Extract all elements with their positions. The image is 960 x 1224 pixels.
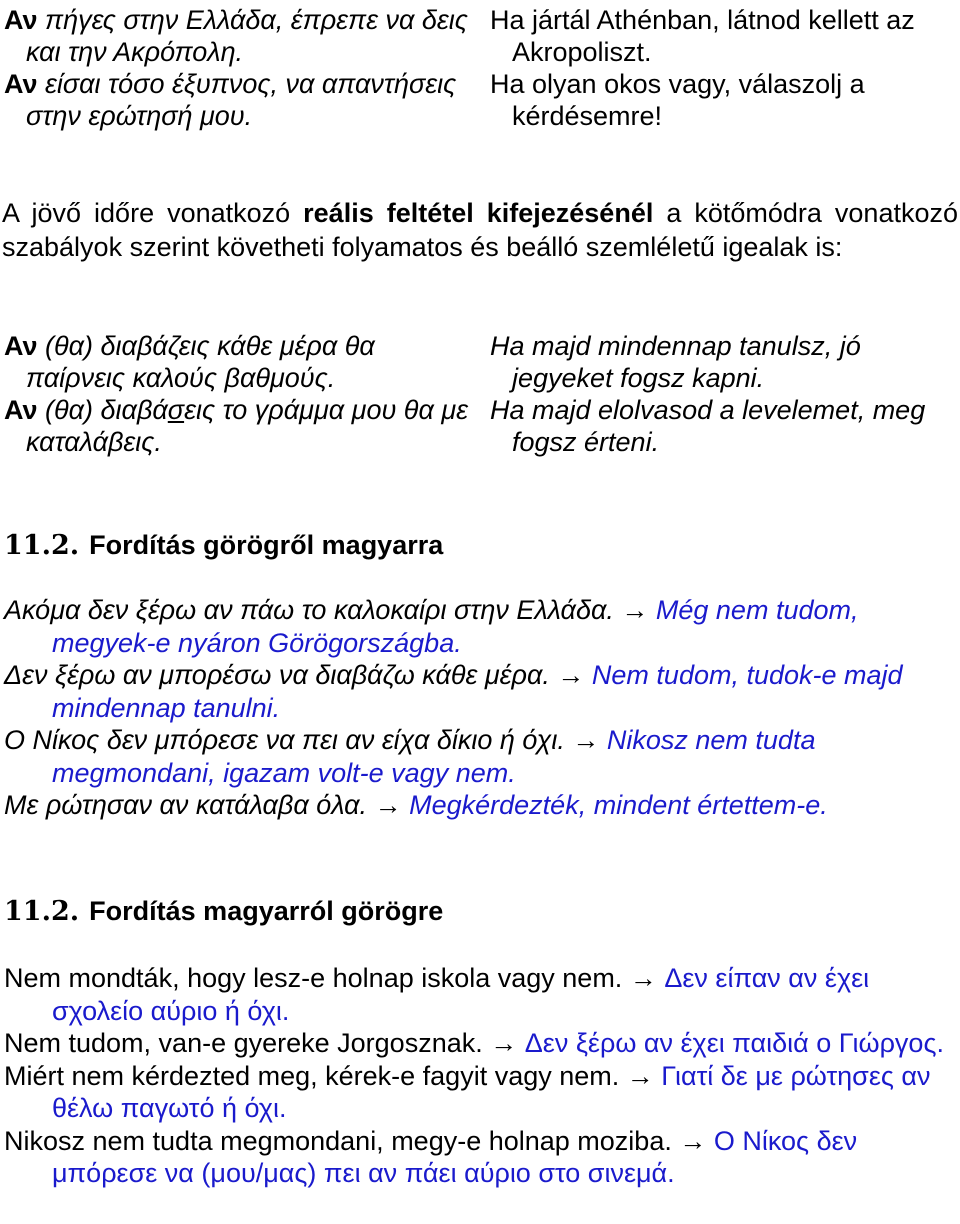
arrow-icon: → <box>572 725 600 755</box>
arrow-icon: → <box>374 790 402 820</box>
greek-example: Αν είσαι τόσο έξυπνος, να απαντήσεις στην ερώτησή μου. <box>4 69 457 131</box>
greek-example: Αν (θα) διαβάσεις το γράμμα μου θα με καταλάβεις. <box>4 395 469 457</box>
arrow-icon: → <box>490 1028 518 1058</box>
example-item: Δεν ξέρω αν μπορέσω να διαβάζω κάθε μέρα. → Nem tudom, tudok-e majd mindennap tanulni. <box>4 660 903 723</box>
example-item: Nem tudom, van-e gyereke Jorgosznak. → Δεν ξέρω αν έχει παιδιά ο Γιώργος. <box>4 1028 944 1058</box>
example-item: Nem mondták, hogy lesz-e holnap iskola vagy nem. → Δεν είπαν αν έχει σχολείο αύριο ή όχι. <box>4 963 870 1026</box>
section-heading-hungarian-to-greek: 11.2. Fordítás magyarról görögre <box>4 896 444 927</box>
arrow-icon: → <box>621 595 649 625</box>
example-item: Miért nem kérdezted meg, kérek-e fagyit vagy nem. → Γιατί δε με ρώτησες αν θέλω παγωτό ή όχι. <box>4 1060 931 1123</box>
top-greek-examples <box>4 4 474 132</box>
hungarian-translation: Ha majd elolvasod a levelemet, meg fogsz érteni. <box>490 395 926 457</box>
greek-to-hungarian-examples <box>4 594 954 822</box>
example-item: Nikosz nem tudta megmondani, megy-e holnap moziba. → Ο Νίκος δεν μπόρεσε να (μου/μας) πει αν πάει αύριο στο σινεμά. <box>4 1125 858 1188</box>
intro-bold-term: reális feltétel kifejezésénél <box>303 198 654 228</box>
example-item: Ακόμα δεν ξέρω αν πάω το καλοκαίρι στην Ελλάδα. → Még nem tudom, megyek-e nyáron Görögországba. <box>4 595 859 658</box>
hungarian-to-greek-examples <box>4 962 954 1190</box>
hungarian-translation: Ha majd mindennap tanulsz, jó jegyeket fogsz kapni. <box>490 331 861 393</box>
hungarian-translation: Ha jártál Athénban, látnod kellett az Akropoliszt. <box>490 5 915 67</box>
arrow-icon: → <box>557 660 585 690</box>
arrow-icon: → <box>679 1125 707 1156</box>
arrow-icon: → <box>629 963 657 993</box>
greek-example: Αν πήγες στην Ελλάδα, έπρεπε να δεις και την Ακρόπολη. <box>4 5 468 67</box>
example-item: Ο Νίκος δεν μπόρεσε να πει αν είχα δίκιο ή όχι. → Nikosz nem tudta megmondani, igazam volt-e vagy nem. <box>4 725 816 788</box>
greek-example: Αν (θα) διαβάζεις κάθε μέρα θα παίρνεις καλούς βαθμούς. <box>4 331 375 393</box>
mid-hungarian-translations <box>490 330 950 458</box>
example-item: Με ρώτησαν αν κατάλαβα όλα. → Megkérdezték, mindent értettem-e. <box>4 790 828 820</box>
top-hungarian-translations <box>490 4 950 132</box>
underlined-letter: σ <box>167 395 185 425</box>
mid-greek-examples <box>4 330 474 458</box>
section-heading-greek-to-hungarian: 11.2. Fordítás görögről magyarra <box>4 530 444 561</box>
arrow-icon: → <box>626 1060 654 1091</box>
hungarian-translation: Ha olyan okos vagy, válaszolj a kérdésemre! <box>490 69 865 131</box>
intro-paragraph: A jövő időre vonatkozó reális feltétel kifejezésénél a kötőmódra vonatkozó szabályok szerint követheti folyamatos és beálló szemléletű igealak is: <box>2 198 958 262</box>
